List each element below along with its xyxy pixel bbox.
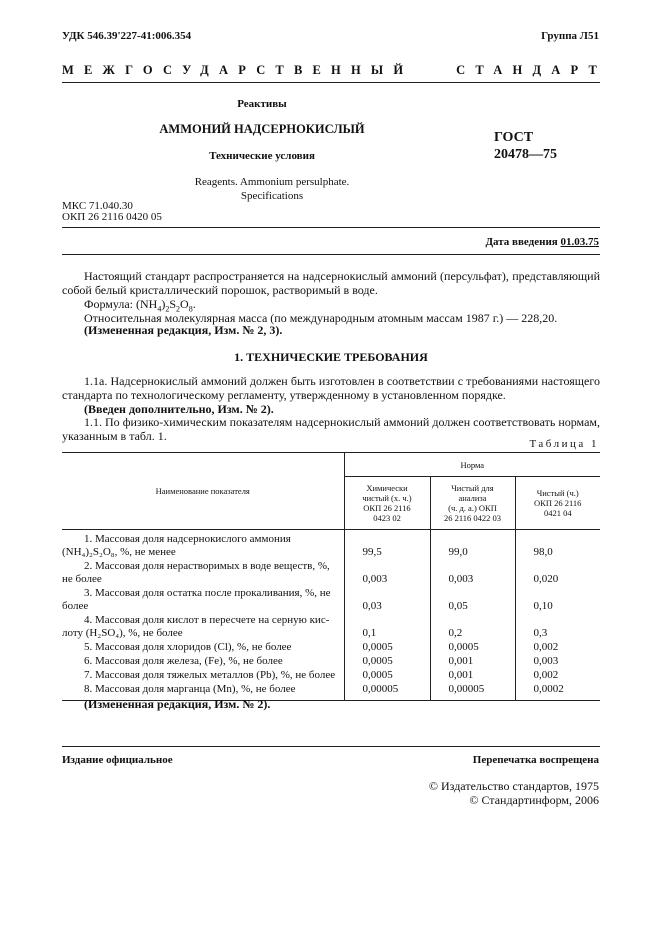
table-row: 4. Массовая доля кислот в пересчете на серную кис- лоту (H₂SO₄), %, не более 0,1 0,2 0,3 — [62, 613, 600, 640]
amendment-note-1: (Измененная редакция, Изм. № 2, 3). — [84, 323, 283, 337]
table-caption: Таблица 1 — [529, 438, 599, 450]
table-cell: 0,0002 — [515, 682, 600, 701]
table-cell: 0,1 — [344, 613, 430, 640]
table-cell: 0,00005 — [344, 682, 430, 701]
table-cell: 0,05 — [430, 586, 515, 613]
grade-header-chda: Химически чистый (х. ч.) ОКП 26 2116 0423 02 — [344, 477, 430, 530]
table-cell: 0,001 — [430, 654, 515, 668]
okp-code: ОКП 26 2116 0420 05 — [62, 211, 162, 223]
grade-header-ch: Чистый (ч.) ОКП 26 2116 0421 04 — [515, 477, 600, 530]
table-cell: 0,0005 — [344, 668, 430, 682]
table-cell: 0,0005 — [344, 654, 430, 668]
grade-header-chda-analysis: Чистый для анализа (ч. д. а.) ОКП 26 2116 0422 03 — [430, 477, 515, 530]
table-cell: 0,003 — [344, 559, 430, 586]
category: Реактивы — [237, 98, 287, 110]
table-cell: 0,003 — [533, 655, 559, 667]
section-title: 1. ТЕХНИЧЕСКИЕ ТРЕБОВАНИЯ — [234, 350, 428, 364]
col-header-indicator: Наименование показателя — [62, 453, 344, 530]
english-title-line2: Specifications — [240, 190, 304, 202]
standard-subtitle: Технические условия — [209, 150, 315, 162]
col-header-norm: Норма — [344, 453, 600, 477]
table-row: 7. Массовая доля тяжелых металлов (Pb), %, не более 0,0005 0,001 0,002 — [62, 668, 600, 682]
standard-title: АММОНИЙ НАДСЕРНОКИСЛЫЙ — [159, 122, 365, 136]
table-cell: 99,0 — [430, 530, 515, 560]
masthead-rule — [62, 82, 600, 83]
amendment-note-2: (Введен дополнительно, Изм. № 2). — [84, 402, 274, 416]
table-cell: 0,001 — [430, 668, 515, 682]
scope-paragraph: Настоящий стандарт распространяется на надсернокислый аммоний (персульфат), представляющий собой белый кристаллический порошок, растворимый в воде. — [62, 269, 600, 297]
table-cell: 0,00005 — [430, 682, 515, 701]
intro-date-label: Дата введения — [485, 236, 558, 248]
formula: Формула: $(NH_4)_2S_2O_8$. — [84, 297, 196, 314]
amendment-note-3: (Измененная редакция, Изм. № 2). — [84, 697, 271, 711]
table-cell: 0,002 — [533, 641, 559, 653]
table-row: 6. Массовая доля железа, (Fe), %, не более 0,0005 0,001 0,003 — [62, 654, 600, 668]
table-cell: 0,0005 — [344, 640, 430, 654]
masthead: МЕЖГОСУДАРСТВЕННЫЙ СТАНДАРТ — [62, 63, 607, 77]
table-cell: 0,03 — [344, 586, 430, 613]
intro-date — [485, 236, 599, 248]
norms-table — [62, 452, 600, 701]
table-row: 8. Массовая доля марганца (Mn), %, не более 0,00005 0,00005 0,0002 — [62, 682, 600, 701]
udk-code: УДК 546.39'227-41:006.354 — [62, 30, 192, 42]
footer-rule — [62, 746, 600, 747]
table-row: 2. Массовая доля нерастворимых в воде веществ, %, не более 0,003 0,003 0,020 — [62, 559, 600, 586]
intro-date-value: 01.03.75 — [560, 236, 599, 248]
table-row: 1. Массовая доля надсернокислого аммония (NH₄)₂S₂O₈, %, не менее 99,5 99,0 98,0 — [62, 530, 600, 560]
table-cell: 0,10 — [533, 600, 553, 612]
english-title-line1: Reagents. Ammonium persulphate. — [194, 176, 350, 188]
table-cell: 0,2 — [430, 613, 515, 640]
table-cell: 0,002 — [533, 669, 559, 681]
group-code: Группа Л51 — [541, 30, 599, 42]
date-rule — [62, 254, 600, 255]
gost-label: ГОСТ — [494, 130, 534, 145]
molecular-mass: Относительная молекулярная масса (по международным атомным массам 1987 г.) — 228,20. — [84, 311, 558, 325]
clause-1-1a: 1.1а. Надсернокислый аммоний должен быть изготовлен в соответствии с требованиями настоящего стандарта по технологическому регламенту, утвержденному в установленном порядке. — [62, 374, 600, 402]
table-cell: 98,0 — [533, 546, 553, 558]
copyright-2006: © Стандартинформ, 2006 — [469, 793, 599, 807]
table-cell: 0,3 — [533, 627, 548, 639]
clause-1-1: 1.1. По физико-химическим показателям надсернокислый аммоний должен соответствовать нормам, указанным в табл. 1. — [62, 415, 600, 443]
table-cell: 99,5 — [344, 530, 430, 560]
table-cell: 0,0005 — [430, 640, 515, 654]
table-row: 3. Массовая доля остатка после прокаливания, %, не более 0,03 0,05 0,10 — [62, 586, 600, 613]
table-cell: 0,020 — [533, 573, 559, 585]
gost-number: 20478—75 — [494, 147, 557, 162]
table-row: 5. Массовая доля хлоридов (Cl), %, не более 0,0005 0,0005 0,002 — [62, 640, 600, 654]
mks-code: МКС 71.040.30 — [62, 200, 133, 212]
copyright-1975: © Издательство стандартов, 1975 — [428, 779, 599, 793]
codes-rule — [62, 227, 600, 228]
reprint-prohibited: Перепечатка воспрещена — [472, 754, 599, 766]
official-edition: Издание официальное — [62, 754, 173, 766]
table-cell: 0,003 — [430, 559, 515, 586]
